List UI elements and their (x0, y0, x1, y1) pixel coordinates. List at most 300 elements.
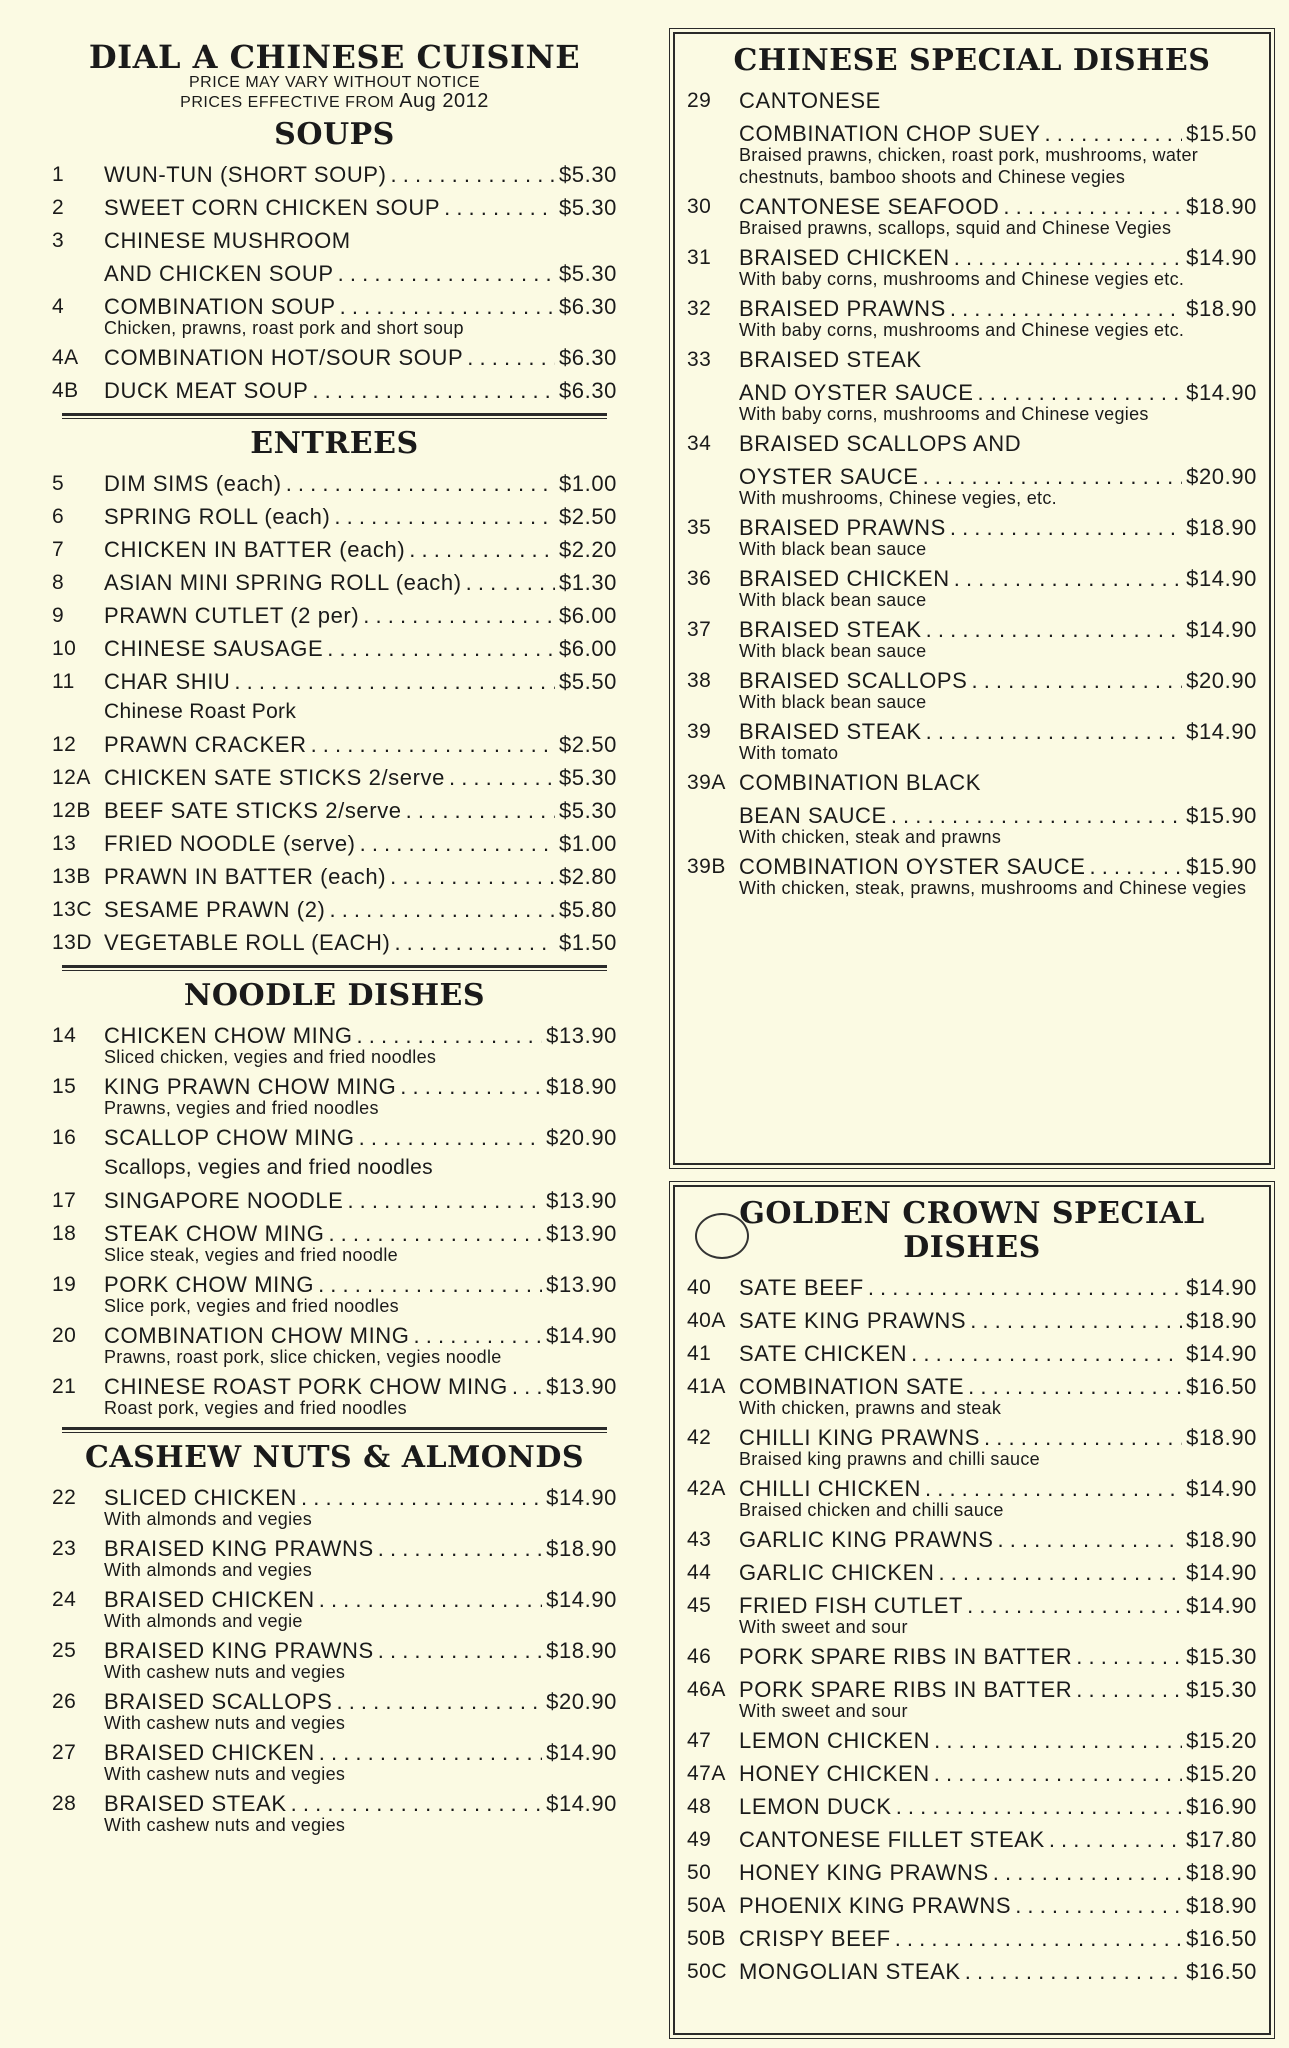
item-price: $14.90 (1186, 1275, 1257, 1300)
menu-item (52, 632, 617, 665)
item-row (104, 632, 617, 665)
item-price: $2.20 (558, 537, 617, 562)
menu-item (52, 1217, 617, 1268)
item-price: $13.90 (546, 1023, 617, 1048)
item-number: 23 (52, 1537, 77, 1560)
item-price: $2.50 (558, 504, 617, 529)
item-price: $6.00 (558, 603, 617, 628)
item-name: MONGOLIAN STEAK (739, 1959, 961, 1984)
item-number: 16 (52, 1126, 77, 1149)
item-body (739, 766, 1257, 850)
item-number: 41A (687, 1375, 726, 1398)
item-number: 26 (52, 1690, 77, 1713)
item-name: SATE CHICKEN (739, 1341, 908, 1366)
divider (62, 1427, 607, 1433)
section-title-noodles: NOODLE DISHES (183, 978, 486, 1013)
menu-item (52, 566, 617, 599)
item-name: BRAISED SCALLOPS AND (739, 431, 1022, 456)
item-row (104, 860, 617, 893)
menu-item (687, 343, 1257, 427)
item-body (739, 84, 1257, 190)
item-number: 29 (687, 89, 712, 112)
item-row (739, 1523, 1257, 1556)
item-price: $5.80 (558, 897, 617, 922)
item-description: With cashew nuts and vegies (104, 1713, 346, 1733)
item-name: CHINESE SAUSAGE (104, 636, 324, 661)
item-description: With chicken, prawns and steak (739, 1398, 1002, 1418)
item-name: SATE KING PRAWNS (739, 1308, 967, 1333)
menu-item (52, 827, 617, 860)
menu-item (687, 766, 1257, 850)
price-notice: PRICE MAY VARY WITHOUT NOTICE (189, 74, 480, 91)
item-body (739, 1589, 1257, 1640)
item-number: 43 (687, 1528, 712, 1551)
dot-leader (1049, 1823, 1182, 1856)
item-name: BRAISED CHICKEN (104, 1587, 315, 1612)
menu-item (52, 1121, 617, 1184)
item-price: $17.80 (1186, 1827, 1257, 1852)
item-body (104, 224, 617, 290)
menu-item (52, 1319, 617, 1370)
item-price: $18.90 (546, 1536, 617, 1561)
menu-item (687, 1724, 1257, 1757)
menu-item (687, 1757, 1257, 1790)
menu-item (687, 1556, 1257, 1589)
item-name: SINGAPORE NOODLE (104, 1188, 344, 1213)
menu-item (687, 1337, 1257, 1370)
item-body (104, 467, 617, 500)
menu-item (687, 1673, 1257, 1724)
menu-item (52, 1070, 617, 1121)
item-body (104, 632, 617, 665)
item-row (104, 566, 617, 599)
item-number: 24 (52, 1588, 77, 1611)
item-body (739, 241, 1257, 292)
item-description: With chicken, steak and prawns (739, 827, 1002, 847)
item-body (104, 926, 617, 959)
section-title-entrees: ENTREES (250, 426, 419, 461)
item-row (739, 1790, 1257, 1823)
item-price: $2.50 (558, 732, 617, 757)
item-name: LEMON DUCK (739, 1794, 892, 1819)
item-name: PRAWN CUTLET (2 per) (104, 603, 360, 628)
item-price: $16.90 (1186, 1794, 1257, 1819)
item-price: $14.90 (1186, 719, 1257, 744)
dot-leader (234, 665, 555, 698)
item-number: 38 (687, 669, 712, 692)
item-body (104, 728, 617, 761)
item-row (104, 374, 617, 407)
item-number: 50 (687, 1861, 712, 1884)
item-number: 31 (687, 246, 712, 269)
item-body (104, 794, 617, 827)
menu-item (52, 1019, 617, 1070)
dot-leader (965, 1955, 1182, 1988)
item-body (104, 1787, 617, 1838)
item-name: SPRING ROLL (each) (104, 504, 331, 529)
item-name: BEEF SATE STICKS 2/serve (104, 798, 402, 823)
item-name: DIM SIMS (each) (104, 471, 282, 496)
item-name: CANTONESE FILLET STEAK (739, 1827, 1045, 1852)
item-description: With black bean sauce (739, 539, 927, 559)
item-price: $15.30 (1186, 1677, 1257, 1702)
dot-leader (950, 511, 1182, 544)
item-name-cont: OYSTER SAUCE (739, 464, 919, 489)
item-row (104, 1121, 617, 1154)
divider (62, 965, 607, 971)
item-name: PORK CHOW MING (104, 1272, 315, 1297)
item-name: GARLIC KING PRAWNS (739, 1527, 994, 1552)
item-body (104, 566, 617, 599)
menu-item (687, 241, 1257, 292)
item-body (739, 1271, 1257, 1304)
item-description: Slice pork, vegies and fried noodles (104, 1296, 399, 1316)
item-price: $18.90 (1186, 296, 1257, 321)
item-name: CHICKEN CHOW MING (104, 1023, 353, 1048)
menu-item (687, 1304, 1257, 1337)
menu-item (687, 427, 1257, 511)
item-number: 5 (52, 472, 65, 495)
item-description: Braised chicken and chilli sauce (739, 1500, 1004, 1520)
item-price: $13.90 (546, 1188, 617, 1213)
dot-leader (997, 1523, 1182, 1556)
item-body (104, 1121, 617, 1184)
item-number: 41 (687, 1342, 712, 1365)
item-price: $16.50 (1186, 1959, 1257, 1984)
item-number: 40A (687, 1309, 726, 1332)
entrees-list (52, 467, 617, 959)
item-number: 1 (52, 163, 65, 186)
item-price: $5.30 (558, 798, 617, 823)
item-number: 46 (687, 1645, 712, 1668)
item-price: $18.90 (546, 1074, 617, 1099)
item-number: 4 (52, 295, 65, 318)
menu-item (52, 1583, 617, 1634)
item-number: 9 (52, 604, 65, 627)
item-number: 8 (52, 571, 65, 594)
item-description: With mushrooms, Chinese vegies, etc. (739, 488, 1057, 508)
item-body (739, 1337, 1257, 1370)
item-name: PRAWN CRACKER (104, 732, 307, 757)
item-number: 4B (52, 379, 79, 402)
menu-item (52, 533, 617, 566)
menu-item (52, 1787, 617, 1838)
item-body (739, 1955, 1257, 1988)
dot-leader (390, 860, 555, 893)
item-body (104, 1685, 617, 1736)
item-price: $18.90 (1186, 1527, 1257, 1552)
cashew-list (52, 1481, 617, 1838)
item-name: CHICKEN SATE STICKS 2/serve (104, 765, 445, 790)
item-description: With almonds and vegie (104, 1611, 303, 1631)
menu-item (52, 191, 617, 224)
item-number: 18 (52, 1222, 77, 1245)
item-number: 46A (687, 1678, 726, 1701)
item-row (104, 827, 617, 860)
item-description: With sweet and sour (739, 1617, 908, 1637)
item-price: $2.80 (558, 864, 617, 889)
item-row (104, 158, 617, 191)
item-description: With sweet and sour (739, 1701, 908, 1721)
dot-leader (926, 715, 1182, 748)
menu-item (52, 341, 617, 374)
item-row (104, 761, 617, 794)
dot-leader (938, 1556, 1182, 1589)
item-price: $6.30 (558, 345, 617, 370)
item-row (739, 1955, 1257, 1988)
item-body (739, 1421, 1257, 1472)
item-name: KING PRAWN CHOW MING (104, 1074, 397, 1099)
item-name: CANTONESE (739, 88, 881, 113)
item-body (104, 1019, 617, 1070)
dot-leader (911, 1337, 1182, 1370)
item-price: $16.50 (1186, 1374, 1257, 1399)
menu-item (52, 893, 617, 926)
item-price: $13.90 (546, 1221, 617, 1246)
item-number: 19 (52, 1273, 77, 1296)
item-name: SESAME PRAWN (2) (104, 897, 326, 922)
item-price: $18.90 (1186, 1860, 1257, 1885)
menu-item (52, 1634, 617, 1685)
menu-item (52, 665, 617, 728)
item-row (104, 926, 617, 959)
item-body (104, 1370, 617, 1421)
item-description: With black bean sauce (739, 590, 927, 610)
effective-date-value: Aug 2012 (399, 90, 489, 112)
item-body (739, 1790, 1257, 1823)
item-body (739, 511, 1257, 562)
item-price: $6.30 (558, 294, 617, 319)
item-description: With tomato (739, 743, 839, 763)
golden-crown-list (687, 1271, 1257, 1988)
item-number: 47 (687, 1729, 712, 1752)
item-name: BRAISED CHICKEN (739, 245, 950, 270)
item-price: $14.90 (1186, 617, 1257, 642)
item-number: 39 (687, 720, 712, 743)
item-price: $18.90 (546, 1638, 617, 1663)
dot-leader (895, 1922, 1182, 1955)
item-price: $14.90 (1186, 1560, 1257, 1585)
soups-list (52, 158, 617, 407)
item-body (104, 1583, 617, 1634)
dot-leader (319, 1736, 542, 1769)
item-number: 50C (687, 1960, 728, 1983)
item-number: 3 (52, 229, 65, 252)
item-body (104, 1070, 617, 1121)
item-description: With baby corns, mushrooms and Chinese vegies etc. (739, 269, 1185, 289)
item-price: $15.50 (1186, 121, 1257, 146)
golden-crown-box (673, 1185, 1271, 2035)
item-description: Braised prawns, chicken, roast pork, mushrooms, water chestnuts, bamboo shoots and Chinese vegies (739, 145, 1199, 187)
section-title-cashew: CASHEW NUTS & ALMONDS (84, 1440, 585, 1475)
item-name: LEMON CHICKEN (739, 1728, 931, 1753)
item-description: With chicken, steak, prawns, mushrooms and Chinese vegies (739, 878, 1247, 898)
item-row (739, 1823, 1257, 1856)
item-price: $5.30 (558, 195, 617, 220)
item-price: $6.30 (558, 378, 617, 403)
item-number: 34 (687, 432, 712, 455)
item-name: CANTONESE SEAFOOD (739, 194, 1000, 219)
item-body (739, 190, 1257, 241)
dot-leader (967, 1589, 1182, 1622)
item-row (739, 1304, 1257, 1337)
item-body (739, 1889, 1257, 1922)
item-name: PORK SPARE RIBS IN BATTER (739, 1644, 1073, 1669)
item-price: $14.90 (1186, 566, 1257, 591)
menu-item (687, 664, 1257, 715)
item-body (739, 1523, 1257, 1556)
item-price: $5.50 (558, 669, 617, 694)
item-price: $15.30 (1186, 1644, 1257, 1669)
item-body (739, 1724, 1257, 1757)
menu-item (52, 290, 617, 341)
menu-item (687, 1271, 1257, 1304)
item-number: 27 (52, 1741, 77, 1764)
item-price: $5.30 (558, 261, 617, 286)
item-body (739, 1922, 1257, 1955)
item-body (739, 1640, 1257, 1673)
menu-item (52, 224, 617, 290)
item-name: SLICED CHICKEN (104, 1485, 297, 1510)
menu-item (52, 728, 617, 761)
item-row (104, 728, 617, 761)
menu-item (687, 715, 1257, 766)
item-name: BRAISED STEAK (104, 1791, 287, 1816)
item-description: Scallops, vegies and fried noodles (104, 1156, 433, 1179)
dot-leader (409, 533, 555, 566)
menu-item (687, 613, 1257, 664)
item-description: Sliced chicken, vegies and fried noodles (104, 1047, 437, 1067)
menu-title: DIAL A CHINESE CUISINE (88, 38, 581, 76)
menu-item (687, 292, 1257, 343)
dot-leader (954, 562, 1182, 595)
dot-leader (363, 599, 555, 632)
item-number: 21 (52, 1375, 77, 1398)
item-row (104, 191, 617, 224)
item-number: 20 (52, 1324, 77, 1347)
item-description: Braised prawns, scallops, squid and Chinese Vegies (739, 218, 1172, 238)
item-number: 39B (687, 855, 726, 878)
item-row (104, 500, 617, 533)
item-name: BRAISED STEAK (739, 617, 922, 642)
item-body (739, 1304, 1257, 1337)
item-name: WUN-TUN (SHORT SOUP) (104, 162, 387, 187)
menu-item (687, 1472, 1257, 1523)
item-name: GARLIC CHICKEN (739, 1560, 935, 1585)
item-name: BRAISED CHICKEN (104, 1740, 315, 1765)
item-row (739, 1724, 1257, 1757)
item-name-cont: AND CHICKEN SOUP (104, 261, 334, 286)
item-name: COMBINATION CHOW MING (104, 1323, 410, 1348)
chinese-special-list (687, 84, 1257, 901)
effective-prefix: PRICES EFFECTIVE FROM (180, 94, 395, 111)
menu-item (687, 850, 1257, 901)
item-body (104, 1634, 617, 1685)
item-price: $15.90 (1186, 803, 1257, 828)
noodles-list (52, 1019, 617, 1421)
item-name: BRAISED STEAK (739, 347, 922, 372)
dot-leader (329, 893, 554, 926)
item-row (104, 893, 617, 926)
item-body (104, 158, 617, 191)
item-body (104, 1217, 617, 1268)
item-body (739, 562, 1257, 613)
item-number: 36 (687, 567, 712, 590)
item-price: $14.90 (546, 1323, 617, 1348)
item-price: $5.30 (558, 162, 617, 187)
dot-leader (286, 467, 555, 500)
menu-item (52, 374, 617, 407)
item-name: BRAISED CHICKEN (739, 566, 950, 591)
item-description: Roast pork, vegies and fried noodles (104, 1398, 407, 1418)
dot-leader (1076, 1673, 1182, 1706)
dot-leader (449, 761, 555, 794)
item-name: CHILLI KING PRAWNS (739, 1425, 981, 1450)
item-name: COMBINATION SOUP (104, 294, 336, 319)
item-description: Prawns, roast pork, slice chicken, vegies noodle (104, 1347, 502, 1367)
item-price: $5.30 (558, 765, 617, 790)
item-price: $14.90 (1186, 1341, 1257, 1366)
menu-item (687, 1370, 1257, 1421)
item-row (739, 1271, 1257, 1304)
item-description: With cashew nuts and vegies (104, 1662, 346, 1682)
item-description: With cashew nuts and vegies (104, 1815, 346, 1835)
menu-item (52, 1481, 617, 1532)
item-price: $20.90 (546, 1125, 617, 1150)
menu-item (687, 1823, 1257, 1856)
menu-item (687, 190, 1257, 241)
dot-leader (934, 1757, 1182, 1790)
item-price: $20.90 (546, 1689, 617, 1714)
item-name: BRAISED PRAWNS (739, 515, 946, 540)
menu-item (687, 1790, 1257, 1823)
item-price: $13.90 (546, 1374, 617, 1399)
menu-item (687, 1889, 1257, 1922)
item-price: $1.50 (558, 930, 617, 955)
item-number: 12B (52, 799, 91, 822)
left-column (52, 40, 617, 1838)
item-body (739, 1556, 1257, 1589)
item-description: With black bean sauce (739, 641, 927, 661)
item-name: PRAWN IN BATTER (each) (104, 864, 387, 889)
dot-leader (1076, 1640, 1182, 1673)
item-number: 12A (52, 766, 91, 789)
menu-item (687, 1589, 1257, 1640)
item-number: 28 (52, 1792, 77, 1815)
item-body (104, 191, 617, 224)
dot-leader (466, 566, 555, 599)
menu-item (52, 500, 617, 533)
dot-leader (319, 1583, 542, 1616)
item-name: BRAISED KING PRAWNS (104, 1536, 374, 1561)
item-row (739, 1889, 1257, 1922)
item-number: 39A (687, 771, 726, 794)
dot-leader (334, 500, 555, 533)
dot-leader (926, 613, 1182, 646)
dot-leader (378, 1532, 542, 1565)
item-name: PORK SPARE RIBS IN BATTER (739, 1677, 1073, 1702)
item-number: 7 (52, 538, 65, 561)
menu-item (687, 84, 1257, 190)
dot-leader (336, 1685, 542, 1718)
item-row (739, 1556, 1257, 1589)
item-description: With baby corns, mushrooms and Chinese vegies (739, 404, 1149, 424)
item-number: 13 (52, 832, 77, 855)
item-body (104, 341, 617, 374)
item-price: $14.90 (1186, 245, 1257, 270)
dot-leader (360, 827, 555, 860)
item-name: CHINESE MUSHROOM (104, 228, 351, 253)
